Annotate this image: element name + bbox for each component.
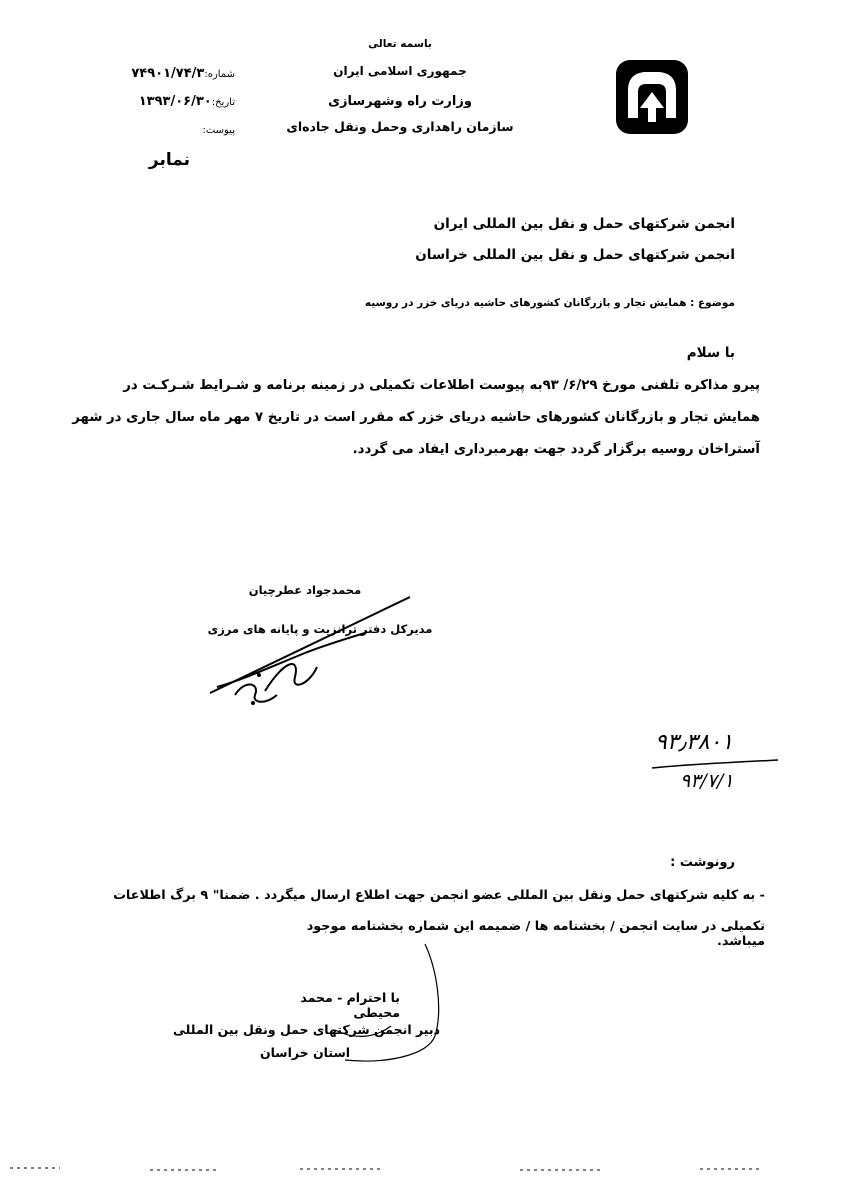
doc-type: نمابر xyxy=(148,150,190,170)
number-label: شماره: xyxy=(204,69,235,80)
cc-line-1: - به کلیه شرکتهای حمل ونقل بین المللی عضو انجمن جهت اطلاع ارسال میگردد . ضمنا" ۹ برگ اطلاعات xyxy=(113,888,765,903)
body-line-1: پیرو مذاکره تلفنی مورخ ۶/۲۹/ ۹۳به پیوست اطلاعات تکمیلی در زمینه برنامه و شـرایط شـرکـت در xyxy=(123,378,760,393)
signatory-name: محمدجواد عطرچیان xyxy=(248,583,362,597)
handwritten-ref-number: ۹۳٫۳۸۰۱ xyxy=(655,730,734,755)
greeting: با سلام xyxy=(686,345,735,361)
subject-line: موضوع : همایش تجار و بازرگانان کشورهای حاشیه دریای خزر در روسیه xyxy=(364,297,735,309)
date-label: تاریخ: xyxy=(211,97,235,108)
scan-border-artifact xyxy=(0,1160,850,1190)
letter-number xyxy=(60,66,235,81)
recipient-1: انجمن شرکتهای حمل و نقل بین المللی ایران xyxy=(433,216,735,232)
signatory-title: مدیرکل دفتر ترانزیت و پایانه های مرزی xyxy=(207,622,433,636)
handwritten-signature xyxy=(205,595,425,710)
letter-attachment xyxy=(60,122,235,137)
cc-handwritten-signature xyxy=(295,940,455,1070)
cc-sender-title-1: دبیر انجمن شرکتهای حمل ونقل بین المللی xyxy=(173,1022,440,1037)
body-line-3: آستراخان روسیه برگزار گردد جهت بهرمبرداری ایفاد می گردد. xyxy=(352,442,760,457)
cc-label: رونوشت : xyxy=(670,855,735,870)
handwritten-ref-date: ۹۳/۷/۱ xyxy=(680,770,734,792)
recipient-2: انجمن شرکتهای حمل و نقل بین المللی خراسان xyxy=(415,247,735,263)
letter-date xyxy=(60,94,235,109)
number-value: ۷۴۹۰۱/۷۴/۳ xyxy=(131,66,205,81)
cc-sender-title-2: استان خراسان xyxy=(259,1045,351,1060)
ministry-name: وزارت راه وشهرسازی xyxy=(328,94,472,109)
body-line-2: همایش تجار و بازرگانان کشورهای حاشیه دریای خزر که مقرر است در تاریخ ۷ مهر ماه سال جاری در شهر xyxy=(72,410,760,425)
cc-closing: با احترام - محمد محیطی xyxy=(300,990,400,1020)
country-name: جمهوری اسلامی ایران xyxy=(333,64,467,78)
cc-line-2: تکمیلی در سایت انجمن / بخشنامه ها / ضمیمه این شماره بخشنامه موجود میباشد. xyxy=(306,919,765,949)
invocation: باسمه تعالی xyxy=(368,38,432,50)
organization-name: سازمان راهداری وحمل ونقل جاده‌ای xyxy=(286,119,514,134)
ministry-logo-icon xyxy=(612,56,692,138)
attachment-label: پیوست: xyxy=(202,125,235,136)
date-value: ۱۳۹۳/۰۶/۳۰ xyxy=(138,94,212,109)
